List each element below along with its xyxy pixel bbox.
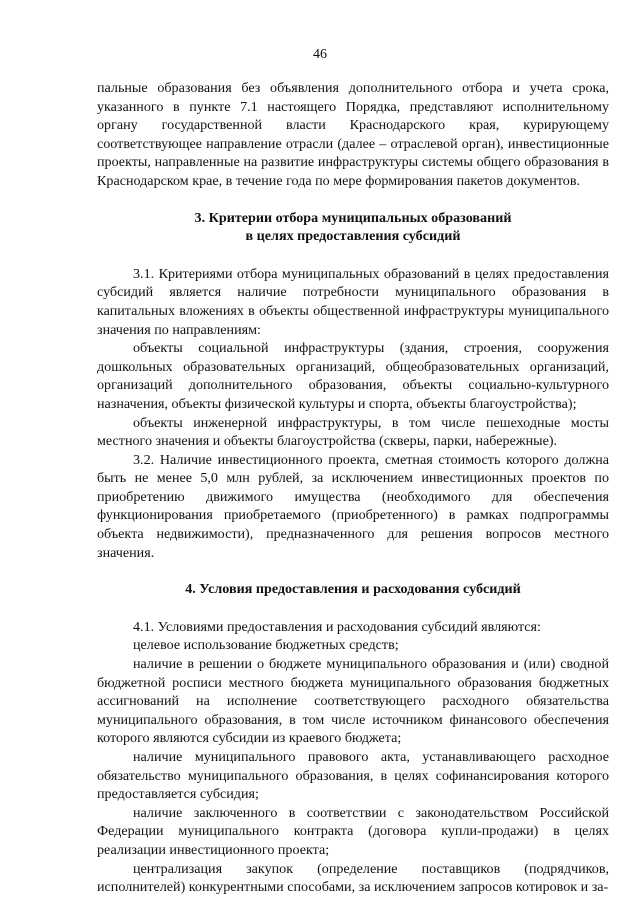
page-number: 46 [313, 47, 327, 62]
paragraph-3-2: 3.2. Наличие инвестиционного проекта, сметная стоимость которого должна быть не менее 5,0 млн рублей, за исключением инвестиционных проектов по приобретению движимого имущества (необходимого для обеспечения функционирования приобретаемого (приобретенного) в рамках подпрограммы объекта недвижимости), предназначенного для решения вопросов местного значения. [97, 451, 609, 561]
section-3-title-line1: 3. Критерии отбора муниципальных образований [194, 209, 512, 226]
paragraph-procurement-centralization: централизация закупок (определение поставщиков (подрядчиков, исполнителей) конкурентными способами, за исключением запросов котировок и за- [97, 860, 609, 896]
section-3-title-line2: в целях предоставления субсидий [245, 228, 461, 245]
section-3-heading [97, 209, 609, 246]
paragraph-budget-allocations: наличие в решении о бюджете муниципального образования и (или) сводной бюджетной росписи местного бюджета муниципального образования бюджетных ассигнований на исполнение соответствующего расходного обязательства муниципального образования, в том числе источником финансового обеспечения которого являются субсидии из краевого бюджета; [97, 656, 609, 747]
document-body [97, 79, 609, 897]
paragraph-3-1: 3.1. Критериями отбора муниципальных образований в целях предоставления субсидий является наличие потребности муниципального образования в капитальных вложениях в объекты общественной инфраструктуры муниципального значения по направлениям: [97, 265, 609, 338]
paragraph-intro: пальные образования без объявления дополнительного отбора и учета срока, указанного в пункте 7.1 настоящего Порядка, представляют исполнительному органу государственной власти Краснодарского края, курирующему соответствующее направление отрасли (далее – отраслевой орган), инвестиционные проекты, направленные на развитие инфраструктуры системы общего образования в Краснодарском крае, в течение года по мере формирования пакетов документов. [97, 80, 609, 189]
section-4-heading: 4. Условия предоставления и расходования субсидий [185, 581, 521, 598]
paragraph-social-infrastructure: объекты социальной инфраструктуры (здания, строения, сооружения дошкольных образовательных организаций, общеобразовательных организаций, организаций дополнительного образования, объекты социально-культурного назначения, объекты физической культуры и спорта, объекты благоустройства); [97, 340, 609, 412]
paragraph-municipal-contract: наличие заключенного в соответствии с законодательством Российской Федерации муниципального контракта (договора купли-продажи) в целях реализации инвестиционного проекта; [97, 804, 609, 858]
paragraph-targeted-use: целевое использование бюджетных средств; [133, 637, 399, 654]
paragraph-engineering-infrastructure: объекты инженерной инфраструктуры, в том числе пешеходные мосты местного значения и объекты благоустройства (скверы, парки, набережные). [97, 414, 609, 450]
paragraph-4-1: 4.1. Условиями предоставления и расходования субсидий являются: [133, 618, 541, 635]
paragraph-municipal-act: наличие муниципального правового акта, устанавливающего расходное обязательство муниципального образования, в целях софинансирования которого предоставляется субсидия; [97, 749, 609, 803]
